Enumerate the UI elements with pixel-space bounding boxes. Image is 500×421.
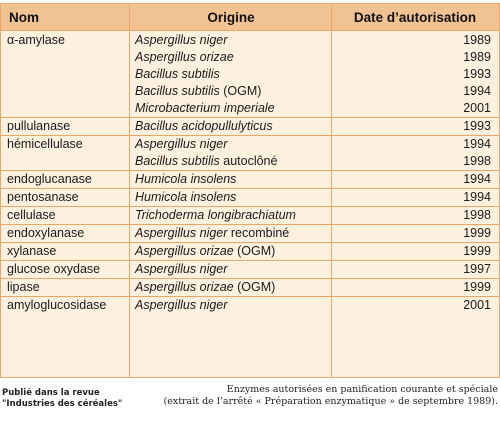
cell-origine [135,100,275,117]
cell-nom: pentosanase [7,190,79,204]
organism-name: Bacillus acidopullulyticus [135,119,273,133]
cell-origine [135,243,275,260]
table-row [1,171,499,189]
cell-nom: α-amylase [7,33,65,47]
cell-origine [135,136,227,153]
source-note [2,388,122,410]
cell-origine [135,32,227,49]
table-row [1,279,499,297]
organism-qualifier: recombiné [227,226,290,240]
organism-name: Bacillus subtilis [135,154,220,168]
table-row [1,261,499,279]
cell-origine [135,153,277,170]
row-line [1,153,499,170]
caption-line: Enzymes autorisées en panification courante et spéciale [226,384,498,395]
cell-origine [135,118,273,135]
row-line [1,118,499,135]
enzyme-table [0,3,500,378]
table-row [1,225,499,243]
cell-date: 1994 [463,84,491,98]
row-line [1,279,499,296]
table-row [1,118,499,136]
cell-nom: endoxylanase [7,226,85,240]
cell-date: 1999 [463,244,491,258]
organism-name: Microbacterium imperiale [135,101,275,115]
organism-name: Aspergillus orizae [135,244,234,258]
table-row [1,32,499,118]
organism-qualifier: (OGM) [219,84,262,98]
source-line: Publié dans la revue [2,388,100,398]
cell-origine [135,279,275,296]
cell-date: 2001 [463,298,491,312]
cell-origine [135,83,261,100]
cell-origine [135,207,296,224]
row-line [1,297,499,314]
organism-name: Aspergillus orizae [135,50,234,64]
organism-name: Aspergillus niger [135,137,228,151]
cell-date: 1993 [463,67,491,81]
row-line [1,32,499,49]
cell-nom: pullulanase [7,119,71,133]
cell-nom: lipase [7,280,40,294]
header-date: Date d’autorisation [353,10,477,25]
cell-date: 1994 [463,190,491,204]
cell-date: 1994 [463,172,491,186]
table-row [1,189,499,207]
cell-origine [135,171,236,188]
source-line: "Industries des céréales" [2,399,123,409]
cell-origine [135,49,234,66]
organism-qualifier: (OGM) [233,244,276,258]
row-line [1,225,499,242]
cell-nom: hémicellulase [7,137,83,151]
table-caption [164,384,498,408]
table-row [1,136,499,171]
row-line [1,189,499,206]
cell-nom: cellulase [7,208,56,222]
cell-nom: amyloglucosidase [7,298,107,312]
row-line [1,66,499,83]
header-origine: Origine [207,10,255,25]
row-line [1,207,499,224]
organism-name: Aspergillus niger [135,298,228,312]
cell-date: 1997 [463,262,491,276]
organism-name: Bacillus subtilis [135,84,220,98]
cell-date: 1989 [463,50,491,64]
organism-name: Aspergillus niger [135,262,228,276]
row-line [1,49,499,66]
cell-date: 1993 [463,119,491,133]
organism-name: Humicola insolens [135,172,237,186]
organism-name: Trichoderma longibrachiatum [135,208,296,222]
row-line [1,243,499,260]
cell-nom: glucose oxydase [7,262,101,276]
table-body [1,32,499,314]
row-line [1,83,499,100]
cell-origine [135,66,220,83]
cell-origine [135,261,227,278]
cell-date: 1999 [463,280,491,294]
cell-origine [135,297,227,314]
cell-date: 1999 [463,226,491,240]
row-line [1,171,499,188]
caption-line: (extrait de l’arrêté « Préparation enzymatique » de septembre 1989). [163,396,498,407]
organism-qualifier: (OGM) [233,280,276,294]
cell-date: 1998 [463,154,491,168]
organism-name: Humicola insolens [135,190,237,204]
organism-name: Aspergillus orizae [135,280,234,294]
cell-date: 2001 [463,101,491,115]
table-row [1,207,499,225]
cell-date: 1989 [463,33,491,47]
table-row [1,297,499,314]
organism-name: Aspergillus niger [135,226,228,240]
row-line [1,136,499,153]
cell-origine [135,189,236,206]
row-line [1,100,499,117]
cell-date: 1994 [463,137,491,151]
organism-name: Aspergillus niger [135,33,228,47]
row-line [1,261,499,278]
table-header [1,4,499,31]
cell-date: 1998 [463,208,491,222]
organism-name: Bacillus subtilis [135,67,220,81]
cell-nom: endoglucanase [7,172,92,186]
header-nom: Nom [9,10,39,25]
cell-nom: xylanase [7,244,57,258]
organism-qualifier: autoclôné [219,154,278,168]
table-row [1,243,499,261]
cell-origine [135,225,289,242]
